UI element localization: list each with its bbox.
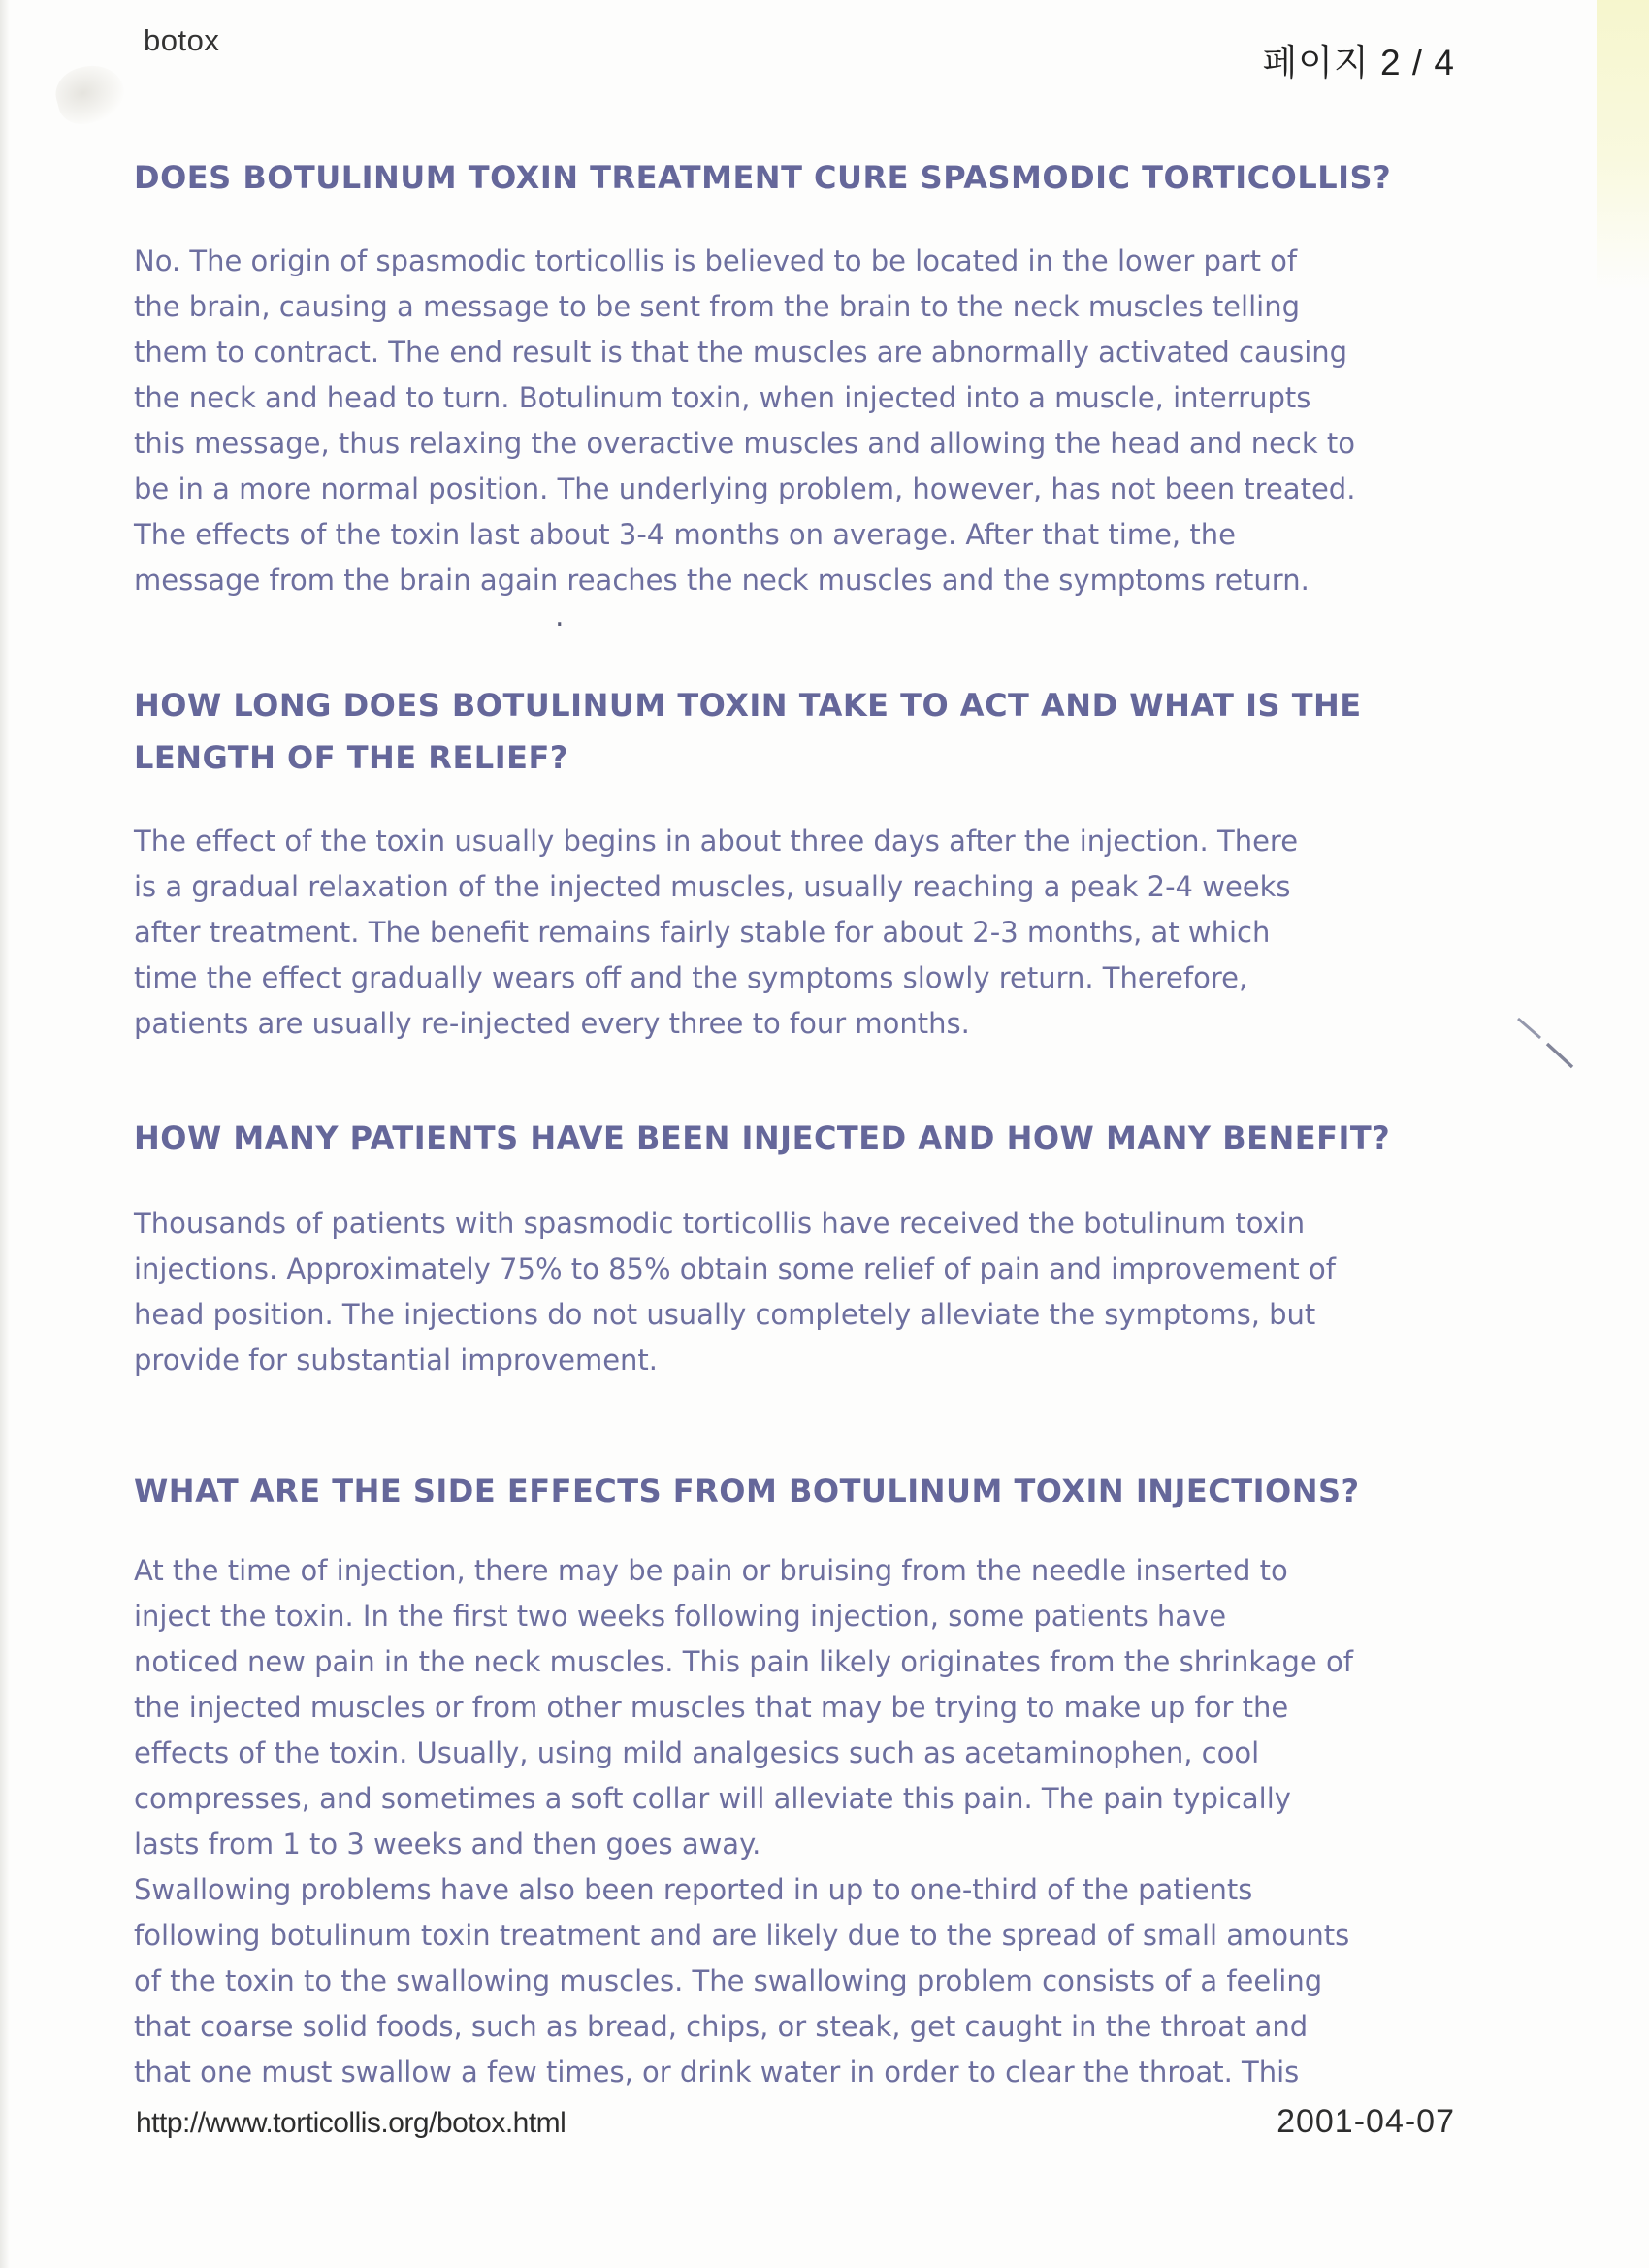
section-body-how-long: [134, 819, 1521, 1047]
text-line: the neck and head to turn. Botulinum toxin, when injected into a muscle, interrupts: [134, 381, 1311, 414]
source-url: http://www.torticollis.org/botox.html: [136, 2107, 566, 2139]
text-line: The effects of the toxin last about 3-4 months on average. After that time, the: [134, 518, 1236, 551]
text-line: patients are usually re-injected every three to four months.: [134, 1007, 970, 1040]
text-line: effects of the toxin. Usually, using mild analgesics such as acetaminophen, cool: [134, 1736, 1260, 1769]
text-line: Swallowing problems have also been reported in up to one-third of the patients: [134, 1873, 1253, 1906]
section-heading-side-effects: [134, 1465, 1511, 1517]
text-line: HOW MANY PATIENTS HAVE BEEN INJECTED AND HOW MANY BENEFIT?: [134, 1119, 1391, 1156]
text-line: is a gradual relaxation of the injected muscles, usually reaching a peak 2-4 weeks: [134, 870, 1291, 903]
text-line: The effect of the toxin usually begins in about three days after the injection. There: [134, 825, 1299, 858]
text-line: lasts from 1 to 3 weeks and then goes away.: [134, 1828, 761, 1861]
text-line: the brain, causing a message to be sent from the brain to the neck muscles telling: [134, 290, 1300, 323]
stray-period-mark: .: [555, 599, 565, 633]
text-line: of the toxin to the swallowing muscles. The swallowing problem consists of a feeling: [134, 1964, 1323, 1997]
section-body-cure: [134, 239, 1521, 603]
text-line: head position. The injections do not usually completely alleviate the symptoms, but: [134, 1298, 1316, 1331]
text-line: At the time of injection, there may be pain or bruising from the needle inserted to: [134, 1554, 1288, 1587]
text-line: be in a more normal position. The underlying problem, however, has not been treated.: [134, 472, 1356, 505]
section-heading-how-many: [134, 1112, 1511, 1164]
section-body-how-many: [134, 1201, 1521, 1383]
section-heading-how-long: [134, 679, 1511, 784]
document-title: botox: [144, 23, 220, 57]
text-line: message from the brain again reaches the neck muscles and the symptoms return.: [134, 564, 1310, 597]
section-heading-cure: [134, 151, 1511, 204]
page-number: 페이지 2 / 4: [1262, 43, 1455, 82]
text-line: Thousands of patients with spasmodic torticollis have received the botulinum toxin: [134, 1207, 1306, 1240]
scan-left-edge: [0, 0, 10, 2268]
text-line: the injected muscles or from other muscles that may be trying to make up for the: [134, 1691, 1289, 1724]
text-line: LENGTH OF THE RELIEF?: [134, 739, 568, 776]
text-line: noticed new pain in the neck muscles. This pain likely originates from the shrinkage of: [134, 1645, 1353, 1678]
text-line: time the effect gradually wears off and the symptoms slowly return. Therefore,: [134, 961, 1248, 994]
scan-smudge: [50, 58, 131, 130]
print-date: 2001-04-07: [1277, 2103, 1455, 2140]
yellow-page-edge: [1597, 0, 1649, 291]
text-line: DOES BOTULINUM TOXIN TREATMENT CURE SPASMODIC TORTICOLLIS?: [134, 159, 1392, 196]
text-line: them to contract. The end result is that the muscles are abnormally activated causing: [134, 336, 1348, 369]
text-line: No. The origin of spasmodic torticollis is believed to be located in the lower part of: [134, 244, 1298, 277]
text-line: that coarse solid foods, such as bread, chips, or steak, get caught in the throat and: [134, 2010, 1309, 2043]
text-line: compresses, and sometimes a soft collar will alleviate this pain. The pain typically: [134, 1782, 1291, 1815]
text-line: HOW LONG DOES BOTULINUM TOXIN TAKE TO ACT AND WHAT IS THE: [134, 687, 1362, 724]
pen-scratch-mark: [1508, 1009, 1596, 1086]
text-line: after treatment. The benefit remains fairly stable for about 2-3 months, at which: [134, 916, 1271, 949]
text-line: following botulinum toxin treatment and are likely due to the spread of small amounts: [134, 1919, 1350, 1952]
text-line: that one must swallow a few times, or drink water in order to clear the throat. This: [134, 2056, 1300, 2089]
text-line: injections. Approximately 75% to 85% obtain some relief of pain and improvement of: [134, 1252, 1336, 1285]
text-line: provide for substantial improvement.: [134, 1344, 659, 1377]
text-line: this message, thus relaxing the overactive muscles and allowing the head and neck to: [134, 427, 1355, 460]
text-line: WHAT ARE THE SIDE EFFECTS FROM BOTULINUM TOXIN INJECTIONS?: [134, 1473, 1360, 1509]
section-body-side-effects: [134, 1548, 1521, 2095]
text-line: inject the toxin. In the first two weeks following injection, some patients have: [134, 1600, 1227, 1633]
